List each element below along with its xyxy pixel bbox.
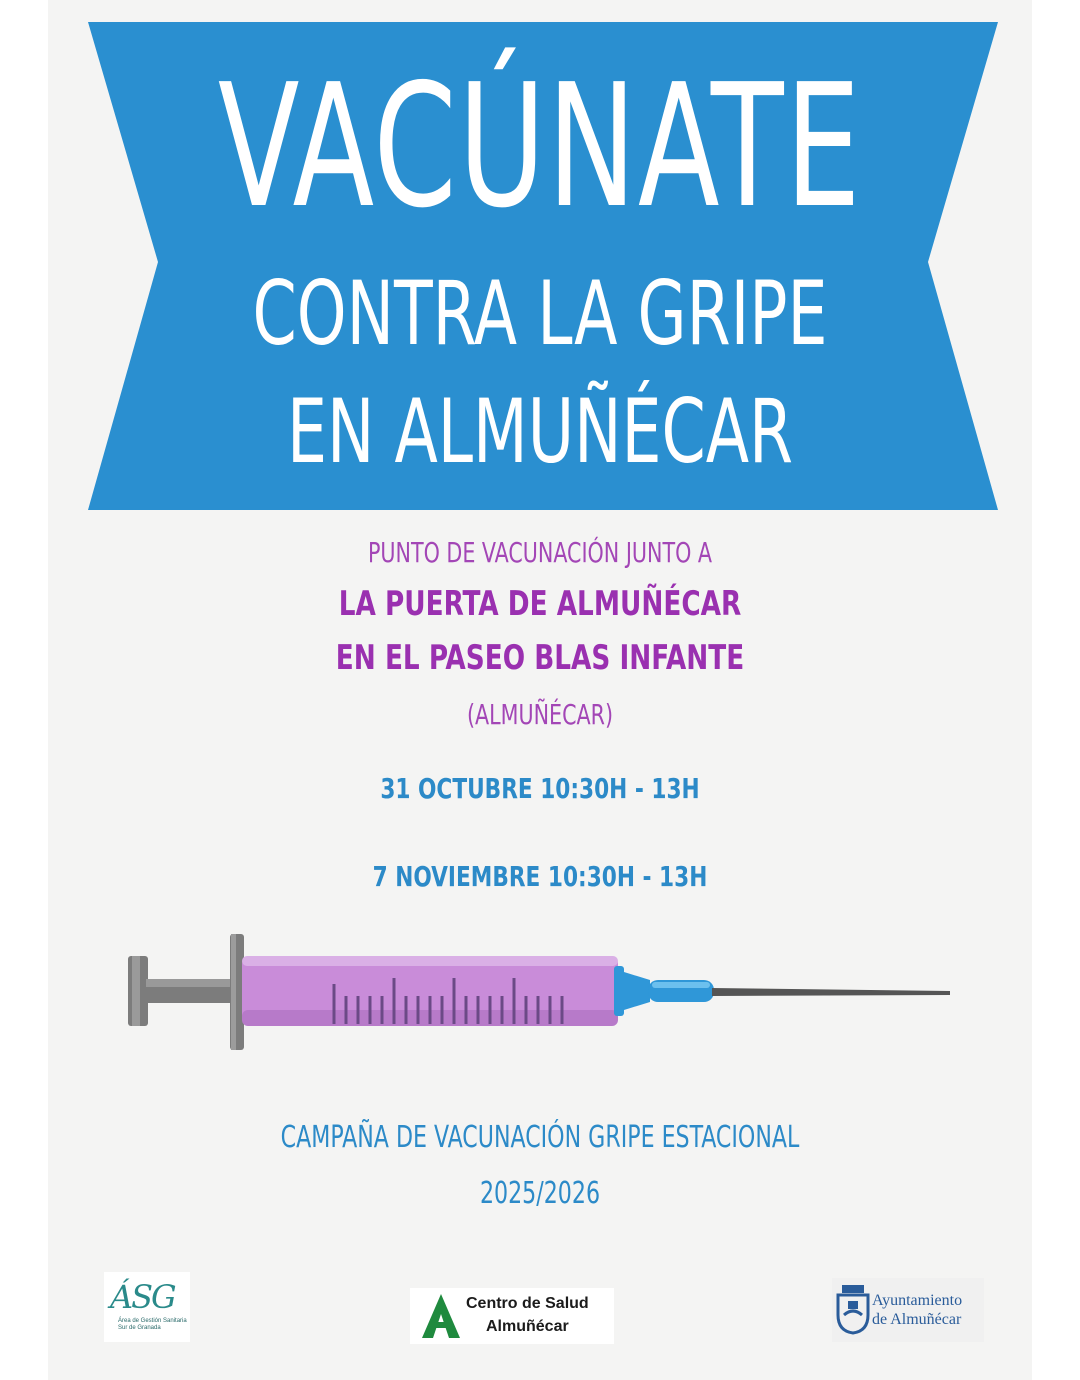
location-place-line1: LA PUERTA DE ALMUÑÉCAR — [338, 584, 742, 624]
location-place-line2: EN EL PASEO BLAS INFANTE — [335, 638, 745, 678]
centro-salud-line2: Almuñécar — [486, 1318, 569, 1335]
ayuntamiento-line2: de Almuñécar — [872, 1311, 962, 1328]
asg-logo-letters: ÁSG — [110, 1278, 175, 1316]
asg-logo — [104, 1272, 190, 1342]
banner-subtitle-line1: CONTRA LA GRIPE — [252, 262, 828, 365]
centro-salud-line1: Centro de Salud — [466, 1295, 589, 1312]
date-line-2: 7 NOVIEMBRE 10:30H - 13H — [372, 860, 708, 893]
location-town: (ALMUÑÉCAR) — [466, 698, 614, 731]
ayuntamiento-line1: Ayuntamiento — [872, 1292, 963, 1309]
banner-subtitle-line2: EN ALMUÑÉCAR — [286, 380, 794, 483]
banner-title: VACÚNATE — [217, 48, 863, 246]
date-line-1: 31 OCTUBRE 10:30H - 13H — [380, 772, 700, 805]
centro-salud-logo — [410, 1288, 614, 1344]
location-intro: PUNTO DE VACUNACIÓN JUNTO A — [367, 536, 713, 569]
campaign-name: CAMPAÑA DE VACUNACIÓN GRIPE ESTACIONAL — [280, 1120, 800, 1155]
asg-logo-caption: Área de Gestión Sanitaria Sur de Granada — [118, 1318, 187, 1331]
ayuntamiento-shield-icon — [836, 1285, 870, 1335]
campaign-season: 2025/2026 — [479, 1176, 601, 1211]
ayuntamiento-logo — [832, 1278, 984, 1342]
junta-andalucia-icon — [416, 1292, 466, 1342]
